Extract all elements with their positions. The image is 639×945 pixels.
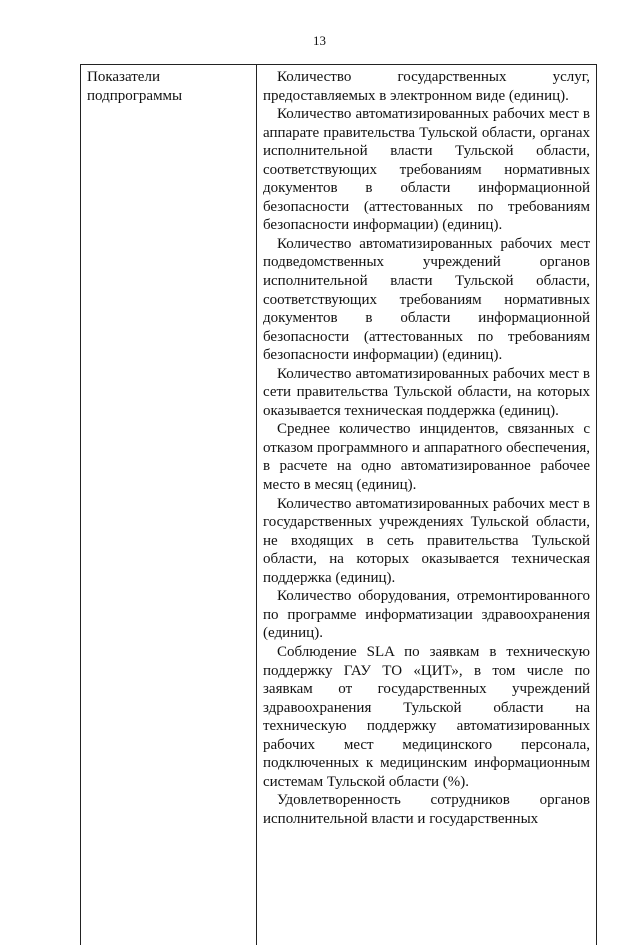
indicator-item: Количество автоматизированных рабочих мест в государственных учреждениях Тульской области, не входящих в сеть правительства Тульской области, на которых оказывается техническая поддержка (единиц). <box>263 495 590 586</box>
indicator-item: Количество автоматизированных рабочих мест в аппарате правительства Тульской области, органах исполнительной власти Тульской области, соответствующих требованиям нормативных документов в области информационной безопасности (аттестованных по требованиям безопасности информации) (единиц). <box>263 106 590 234</box>
indicator-item: Количество автоматизированных рабочих мест подведомственных учреждений органов исполнительной власти Тульской области, соответствующих требованиям нормативных документов в области информационной безопасности (аттестованных по требованиям безопасности информации) (единиц). <box>263 235 590 364</box>
indicators-table <box>80 64 597 945</box>
column-divider <box>256 65 257 945</box>
indicator-item: Количество государственных услуг, предоставляемых в электронном виде (единиц). <box>263 69 590 104</box>
page-number: 13 <box>313 33 326 48</box>
indicator-item: Соблюдение SLA по заявкам в техническую поддержку ГАУ ТО «ЦИТ», в том числе по заявкам от государственных учреждений здравоохранения Тульской области на техническую поддержку автоматизированных рабочих мест медицинского персонала, подключенных к медицинским информационным системам Тульской области (%). <box>263 643 590 790</box>
indicator-list <box>263 68 590 828</box>
indicator-item: Среднее количество инцидентов, связанных с отказом программного и аппаратного обеспечения, в расчете на одно автоматизированное рабочее место в месяц (единиц). <box>263 421 590 494</box>
indicator-item: Количество оборудования, отремонтированного по программе информатизации здравоохранения (единиц). <box>263 588 590 642</box>
indicator-item: Удовлетворенность сотрудников органов исполнительной власти и государственных <box>263 792 590 827</box>
row-label: Показатели подпрограммы <box>87 69 183 104</box>
indicator-item: Количество автоматизированных рабочих мест в сети правительства Тульской области, на которых оказывается техническая поддержка (единиц). <box>263 365 590 419</box>
